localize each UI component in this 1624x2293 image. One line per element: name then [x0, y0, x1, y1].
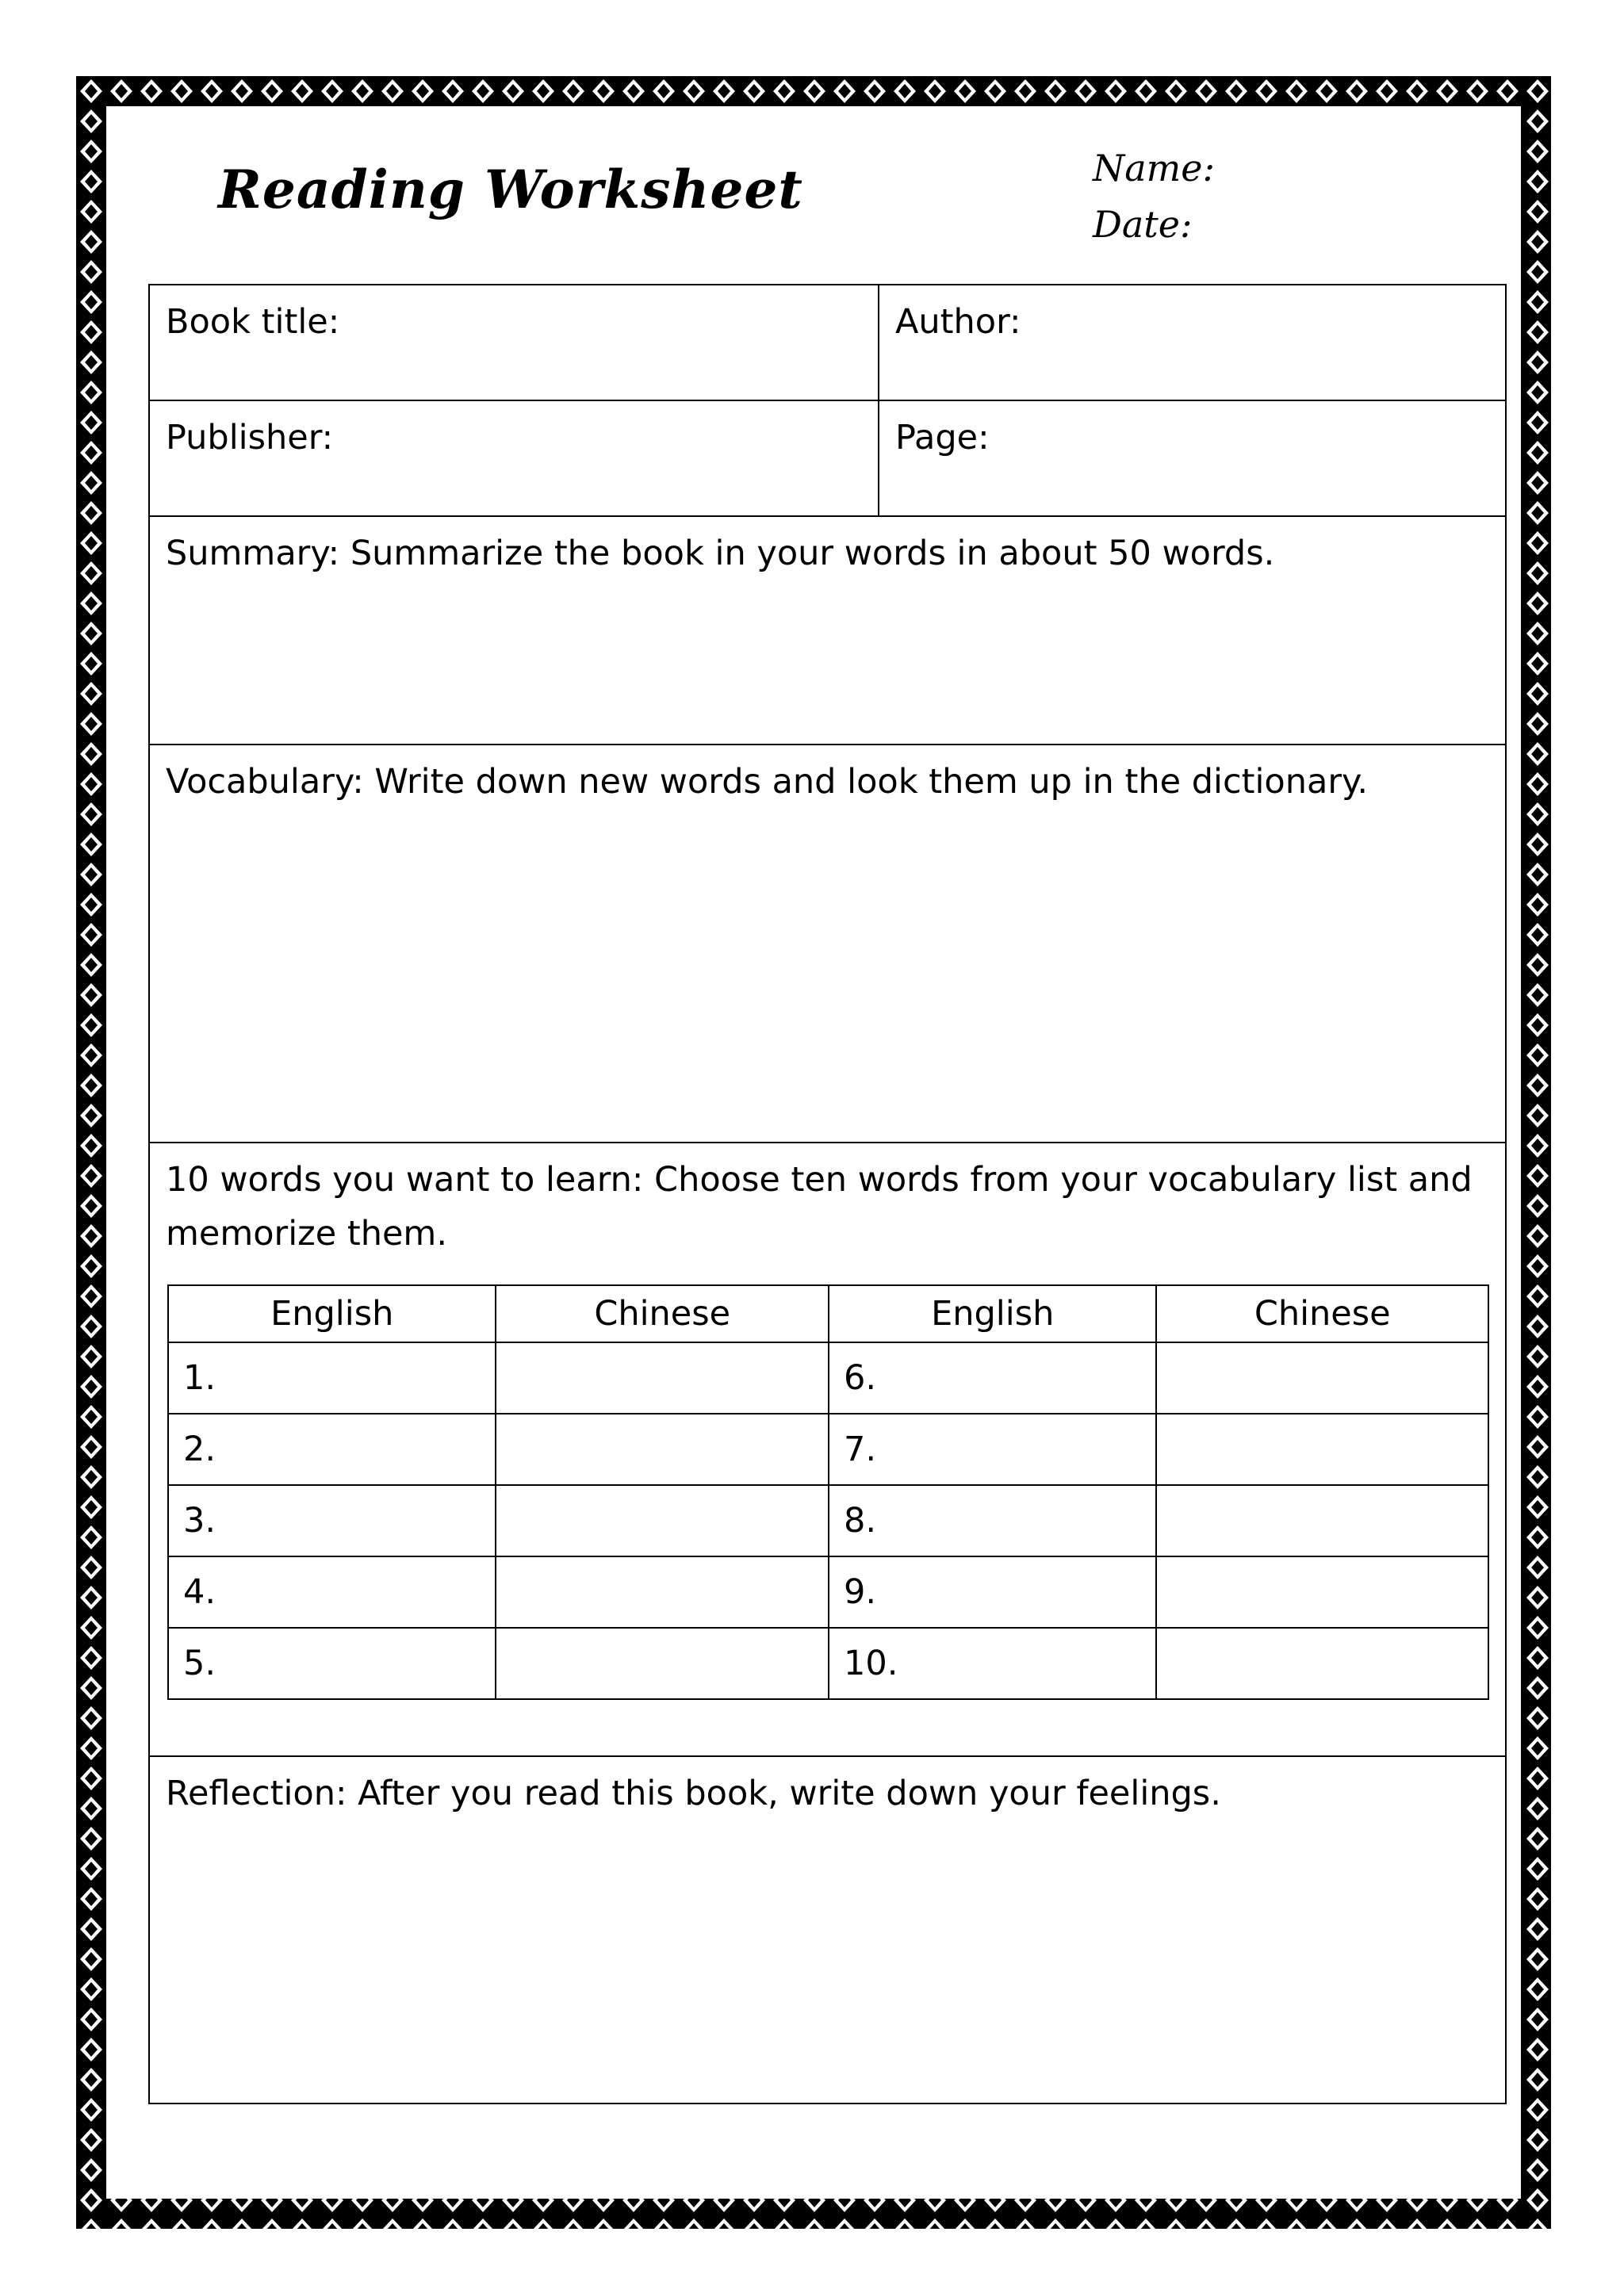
chinese-cell[interactable] — [496, 1485, 829, 1556]
english-cell[interactable]: 2. — [168, 1414, 496, 1485]
page-label: Page: — [895, 418, 990, 457]
column-header: Chinese — [1156, 1285, 1488, 1342]
english-cell[interactable]: 6. — [829, 1342, 1156, 1414]
vocabulary-section[interactable] — [150, 745, 1505, 1143]
column-header: English — [168, 1285, 496, 1342]
book-title-label: Book title: — [166, 302, 340, 342]
publisher-row — [150, 401, 1505, 517]
name-label: Name: — [1093, 147, 1216, 189]
chinese-cell[interactable] — [496, 1628, 829, 1699]
author-cell[interactable] — [878, 285, 1507, 400]
word-table — [167, 1284, 1489, 1700]
table-row — [168, 1628, 1488, 1699]
chinese-cell[interactable] — [1156, 1342, 1488, 1414]
worksheet-grid — [148, 284, 1507, 2104]
ten-words-section — [150, 1143, 1505, 1757]
chinese-cell[interactable] — [1156, 1485, 1488, 1556]
chinese-cell[interactable] — [1156, 1414, 1488, 1485]
date-label: Date: — [1093, 203, 1193, 246]
page-cell[interactable] — [878, 401, 1507, 515]
ten-words-label: 10 words you want to learn: Choose ten words from your vocabulary list and memorize them. — [166, 1160, 1473, 1254]
english-cell[interactable]: 4. — [168, 1556, 496, 1628]
book-title-cell[interactable] — [150, 285, 878, 400]
english-cell[interactable]: 7. — [829, 1414, 1156, 1485]
table-row — [168, 1556, 1488, 1628]
english-cell[interactable]: 3. — [168, 1485, 496, 1556]
column-header: Chinese — [496, 1285, 829, 1342]
word-table-header — [168, 1285, 1488, 1342]
chinese-cell[interactable] — [496, 1342, 829, 1414]
english-cell[interactable]: 1. — [168, 1342, 496, 1414]
column-header: English — [829, 1285, 1156, 1342]
english-cell[interactable]: 10. — [829, 1628, 1156, 1699]
summary-section[interactable] — [150, 517, 1505, 745]
book-info-row — [150, 285, 1505, 401]
publisher-label: Publisher: — [166, 418, 334, 457]
reflection-label: Reflection: After you read this book, write down your feelings. — [166, 1774, 1221, 1813]
publisher-cell[interactable] — [150, 401, 878, 515]
english-cell[interactable]: 9. — [829, 1556, 1156, 1628]
vocabulary-label: Vocabulary: Write down new words and look them up in the dictionary. — [166, 762, 1368, 802]
summary-label: Summary: Summarize the book in your words in about 50 words. — [166, 534, 1275, 573]
reflection-section[interactable] — [150, 1757, 1505, 2103]
table-row — [168, 1485, 1488, 1556]
english-cell[interactable]: 8. — [829, 1485, 1156, 1556]
chinese-cell[interactable] — [496, 1414, 829, 1485]
page-title: Reading Worksheet — [218, 159, 803, 220]
chinese-cell[interactable] — [1156, 1628, 1488, 1699]
chinese-cell[interactable] — [1156, 1556, 1488, 1628]
english-cell[interactable]: 5. — [168, 1628, 496, 1699]
chinese-cell[interactable] — [496, 1556, 829, 1628]
table-row — [168, 1342, 1488, 1414]
table-row — [168, 1414, 1488, 1485]
author-label: Author: — [895, 302, 1021, 342]
